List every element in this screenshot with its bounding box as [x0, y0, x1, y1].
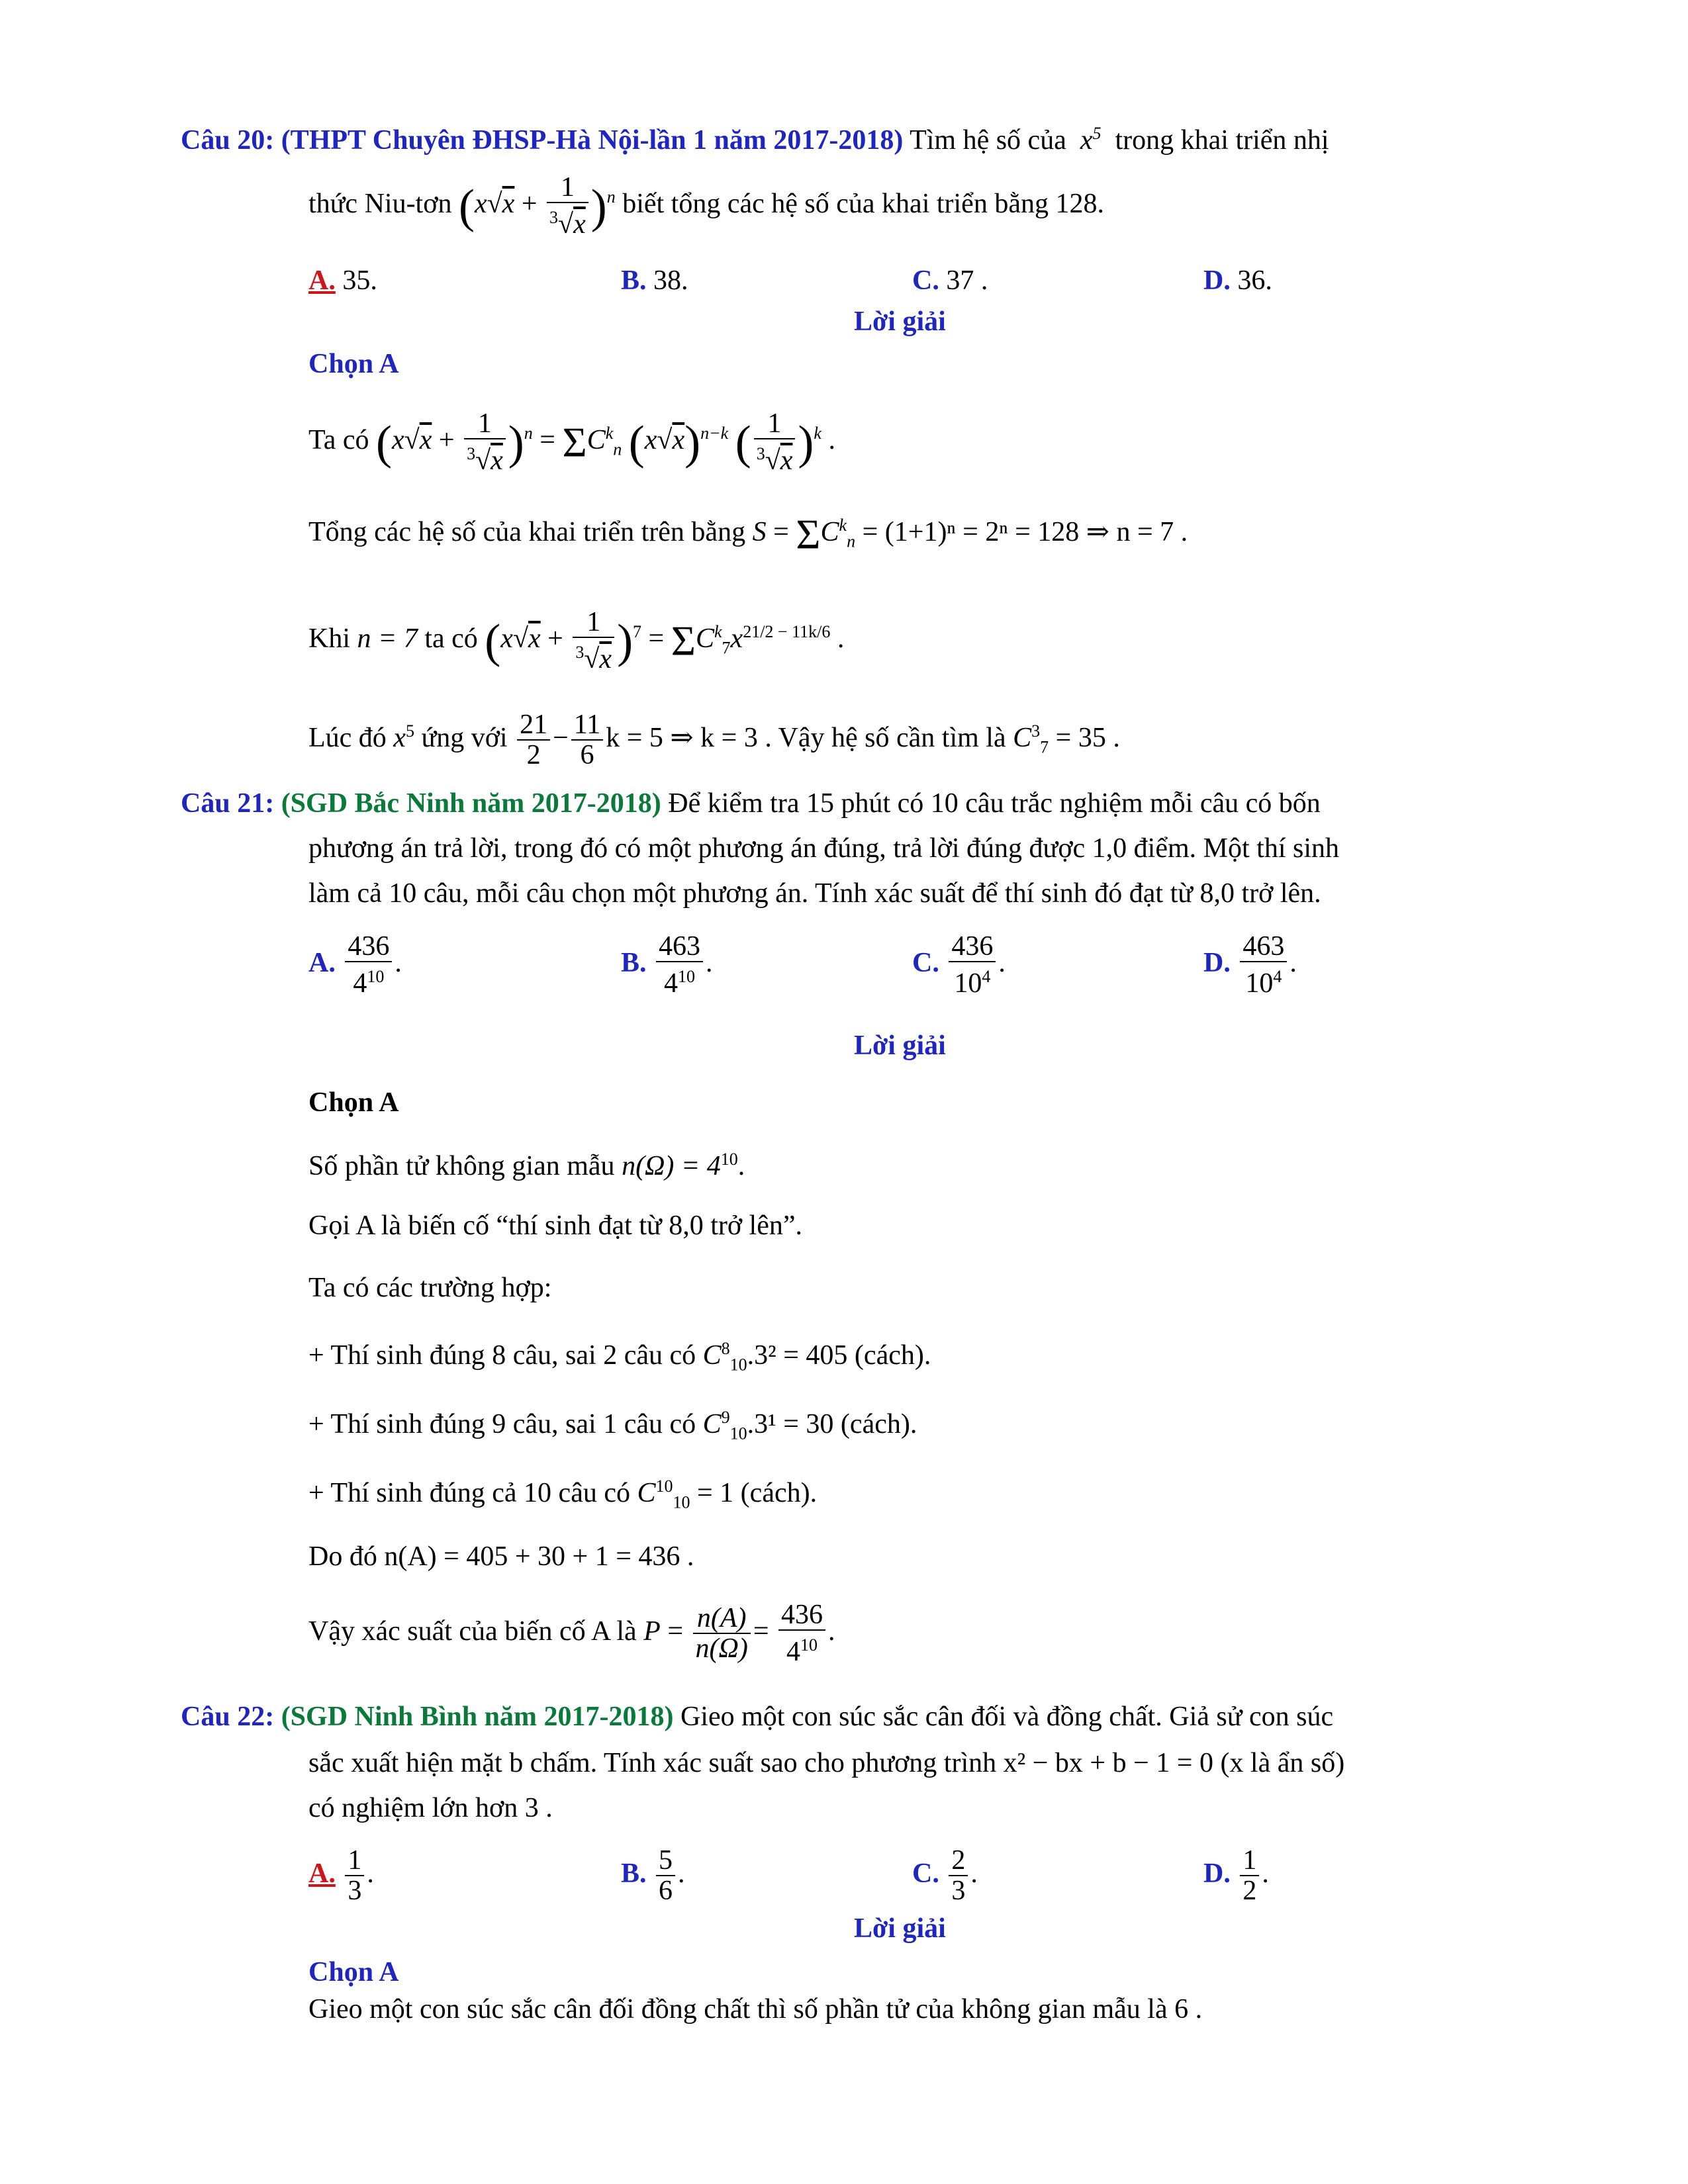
- question-20-text: Tìm hệ số của: [910, 125, 1066, 156]
- question-22-source: (SGD Ninh Bình năm 2017-2018): [281, 1702, 674, 1732]
- q21-line-1: Số phần tử không gian mẫu $n(\Omega) = 4^{10}$.: [308, 1150, 745, 1181]
- question-21-header: Câu 21: (SGD Bắc Ninh năm 2017-2018) Để kiểm tra 15 phút có 10 câu trắc nghiệm mỗi câu có bốn: [181, 788, 1321, 819]
- question-20-source: (THPT Chuyên ĐHSP-Hà Nội-lần 1 năm 2017-2018): [281, 125, 904, 156]
- q21-line-4: + Thí sinh đúng 8 câu, sai 2 câu có $C^8_{10}.3^2 = 405$ (cách).: [308, 1339, 931, 1375]
- question-21-line2: phương án trả lời, trong đó có một phương án đúng, trả lời đúng được 1,0 điểm. Một thí sinh: [308, 833, 1340, 864]
- solution-title-21: Lời giải: [854, 1030, 946, 1061]
- q21-line-7: Do đó n(A) = 405 + 30 + 1 = 436 .: [308, 1541, 694, 1572]
- q21-line-5: + Thí sinh đúng 9 câu, sai 1 câu có $C^9_{10}.3^1 = 30$ (cách).: [308, 1408, 917, 1443]
- question-22-option-b[interactable]: B. $\frac{5}{6}$ .: [621, 1845, 685, 1907]
- question-21-option-c[interactable]: C. $\frac{436}{10^4}$ .: [912, 931, 1006, 999]
- question-20-label: Câu 20:: [181, 125, 275, 156]
- choose-a-21: Chọn A: [308, 1087, 399, 1118]
- question-21-option-b[interactable]: B. $\frac{463}{4^{10}}$ .: [621, 931, 713, 999]
- question-22-label: Câu 22:: [181, 1702, 275, 1732]
- question-20-text2a: thức Niu-tơn: [308, 189, 452, 219]
- question-22-option-a[interactable]: A. $\frac{1}{3}$ .: [308, 1845, 374, 1907]
- step-2: Tổng các hệ số của khai triển trên bằng $S = \Sigma C^k_n = (1+1)^n = 2^n = 128$ ⇒ n = 7 .: [308, 510, 1188, 558]
- question-20-option-a[interactable]: A. 35.: [308, 265, 377, 296]
- step-4: Lúc đó $x^5$ ứng với $\frac{21}{2}$ − $\frac{11}{6}$ k = 5 ⇒ k = 3 . Vậy hệ số cần tìm là $C^3_7 = 35$ .: [308, 709, 1120, 771]
- q21-line-8: Vậy xác suất của biến cố A là P = $\frac{n(A)}{n(\Omega)}$ = $\frac{436}{4^{10}}$ .: [308, 1600, 835, 1668]
- question-22-option-d[interactable]: D. $\frac{1}{2}$ .: [1203, 1845, 1269, 1907]
- choose-a-20: Chọn A: [308, 349, 399, 379]
- question-20-text-b: trong khai triển nhị: [1115, 125, 1329, 156]
- question-20-option-d[interactable]: D. 36.: [1203, 265, 1272, 296]
- question-22-line2: sắc xuất hiện mặt b chấm. Tính xác suất sao cho phương trình x² − bx + b − 1 = 0 (x là ẩn số): [308, 1748, 1345, 1778]
- question-21-option-d[interactable]: D. $\frac{463}{10^4}$ .: [1203, 931, 1297, 999]
- choose-a-22: Chọn A: [308, 1957, 399, 1987]
- question-21-option-a[interactable]: A. $\frac{436}{4^{10}}$ .: [308, 931, 402, 999]
- q21-line-3: Ta có các trường hợp:: [308, 1273, 552, 1303]
- question-20-option-c[interactable]: C. 37 .: [912, 265, 988, 296]
- question-20-option-b[interactable]: B. 38.: [621, 265, 688, 296]
- math-x5: $x^5$: [1073, 124, 1102, 156]
- question-22-option-c[interactable]: C. $\frac{2}{3}$ .: [912, 1845, 978, 1907]
- q21-line-2: Gọi A là biến cố “thí sinh đạt từ 8,0 trở lên”.: [308, 1210, 803, 1241]
- solution-title-20: Lời giải: [854, 306, 946, 337]
- question-20-line2: [308, 165, 1104, 239]
- q22-line-1: Gieo một con súc sắc cân đối đồng chất thì số phần tử của không gian mẫu là 6 .: [308, 1994, 1203, 2025]
- step-3: Khi n = 7 ta có (x√x + $\frac{1}{^3√x}$ )$^7 = \Sigma C^k_7x^{21/2 - 11k/6}$ .: [308, 607, 845, 675]
- question-20-text2b: biết tổng các hệ số của khai triển bằng 128.: [622, 189, 1104, 219]
- question-21-source: (SGD Bắc Ninh năm 2017-2018): [281, 788, 661, 819]
- step-1: Ta có (x√x + $\frac{1}{^3√x}$ )$^n = \Sigma C^k_n$ $(x√x)^{n-k}$ ( $\frac{1}{^3√x}$ )$^k$ .: [308, 408, 835, 477]
- question-22-header: Câu 22: (SGD Ninh Bình năm 2017-2018) Gieo một con súc sắc cân đối và đồng chất. Giả sử con súc: [181, 1702, 1334, 1732]
- question-21-line3: làm cả 10 câu, mỗi câu chọn một phương án. Tính xác suất để thí sinh đó đạt từ 8,0 trở lên.: [308, 878, 1321, 909]
- question-20-header: [181, 118, 1329, 156]
- step-1-math: (x√x + $\frac{1}{^3√x}$ )$^n = \Sigma C^k_n$ $(x√x)^{n-k}$ ( $\frac{1}{^3√x}$ )$^k$ .: [376, 408, 835, 477]
- question-22-line3: có nghiệm lớn hơn 3 .: [308, 1793, 553, 1823]
- solution-title-22: Lời giải: [854, 1913, 946, 1944]
- q21-line-6: + Thí sinh đúng cả 10 câu có $C^{10}_{10} = 1$ (cách).: [308, 1477, 818, 1512]
- question-21-label: Câu 21:: [181, 788, 275, 819]
- binomial-expression: (x√x + $\frac{1}{^3√x}$ )$^n$: [458, 172, 616, 240]
